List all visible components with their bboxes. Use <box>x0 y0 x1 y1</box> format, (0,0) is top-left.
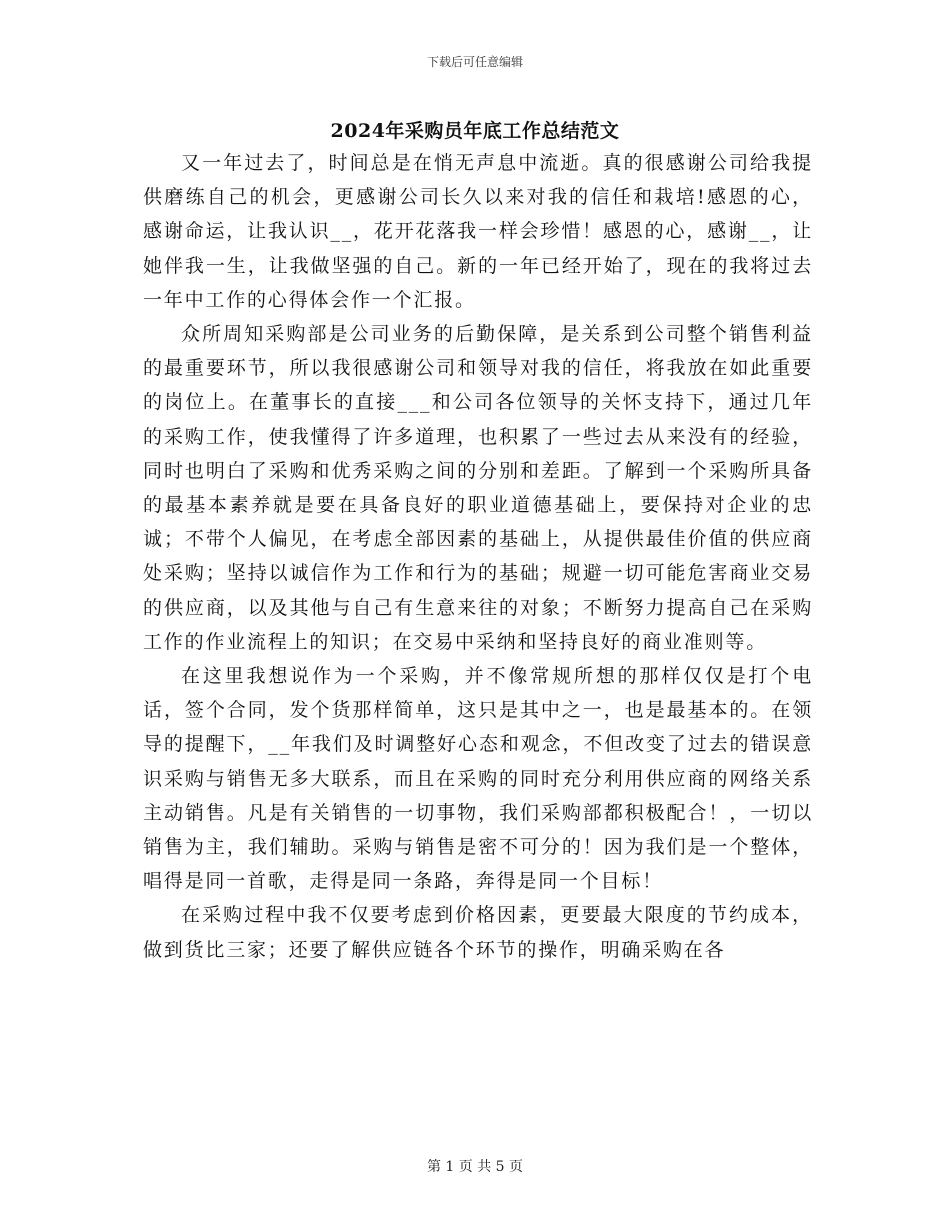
page-header: 下载后可任意编辑 <box>426 55 523 69</box>
paragraph-2: 众所周知采购部是公司业务的后勤保障，是关系到公司整个销售利益的最重要环节，所以我很感谢公司和领导对我的信任，将我放在如此重要的岗位上。在董事长的直接___和公司各位领导的关怀支持下，通过几年的采购工作，使我懂得了许多道理，也积累了一些过去从来没有的经验，同时也明白了采购和优秀采购之间的分别和差距。了解到一个采购所具备的最基本素养就是要在具备良好的职业道德基础上，要保持对企业的忠诚；不带个人偏见，在考虑全部因素的基础上，从提供最佳价值的供应商处采购；坚持以诚信作为工作和行为的基础；规避一切可能危害商业交易的供应商，以及其他与自己有生意来往的对象；不断努力提高自己在采购工作的作业流程上的知识；在交易中采纳和坚持良好的商业准则等。 <box>143 323 813 653</box>
paragraph-1: 又一年过去了，时间总是在悄无声息中流逝。真的很感谢公司给我提供磨练自己的机会，更感谢公司长久以来对我的信任和栽培!感恩的心，感谢命运，让我认识__，花开花落我一样会珍惜！感恩的心，感谢__，让她伴我一生，让我做坚强的自己。新的一年已经开始了，现在的我将过去一年中工作的心得体会作一个汇报。 <box>143 152 813 311</box>
paragraph-3: 在这里我想说作为一个采购，并不像常规所想的那样仅仅是打个电话，签个合同，发个货那样简单，这只是其中之一，也是最基本的。在领导的提醒下，__年我们及时调整好心态和观念，不但改变了过去的错误意识采购与销售无多大联系，而且在采购的同时充分利用供应商的网络关系主动销售。凡是有关销售的一切事物，我们采购部都积极配合！，一切以销售为主，我们辅助。采购与销售是密不可分的！因为我们是一个整体，唱得是同一首歌，走得是同一条路，奔得是同一个目标！ <box>143 665 813 893</box>
document-title: 2024年采购员年底工作总结范文 <box>330 120 620 142</box>
page-footer: 第 1 页 共 5 页 <box>426 1159 524 1175</box>
document-body <box>143 146 813 967</box>
paragraph-4: 在采购过程中我不仅要考虑到价格因素，更要最大限度的节约成本，做到货比三家；还要了解供应链各个环节的操作，明确采购在各 <box>143 904 813 961</box>
